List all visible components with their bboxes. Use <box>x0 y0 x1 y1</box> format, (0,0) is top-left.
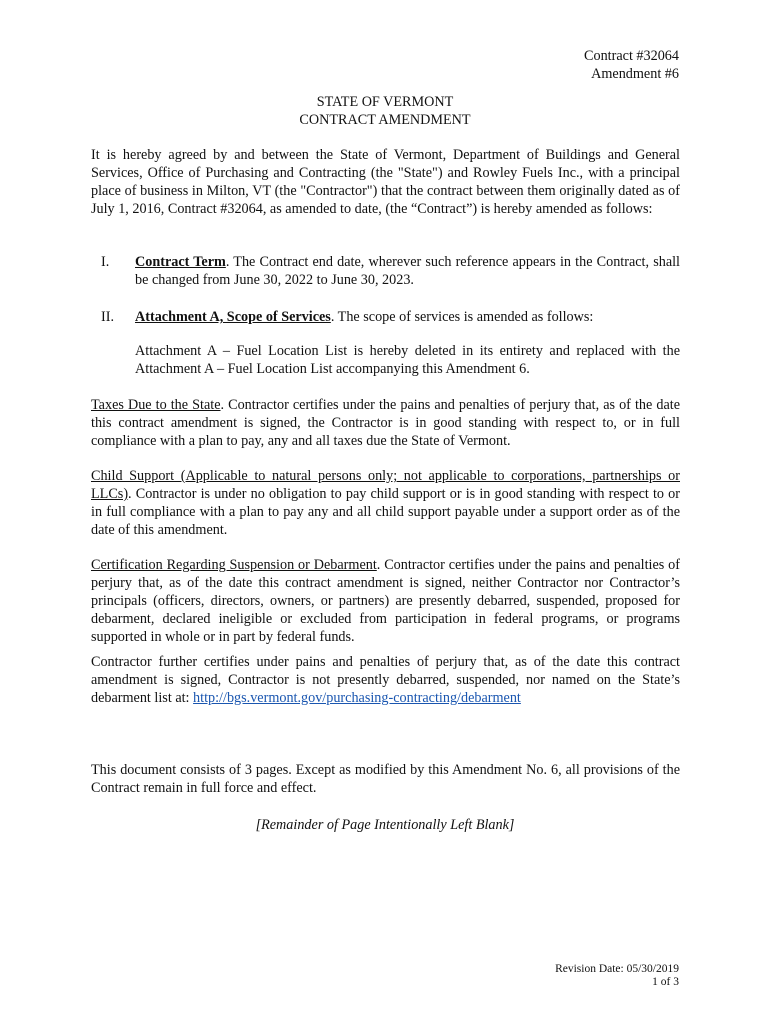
taxes-paragraph <box>91 397 680 451</box>
certification-paragraph <box>91 557 680 647</box>
page-footer <box>555 963 679 989</box>
item-heading: Attachment A, Scope of Services <box>135 309 331 325</box>
intro-paragraph: It is hereby agreed by and between the State of Vermont, Department of Buildings and General Services, Office of Purchasing and Contracting (the "State") and Rowley Fuels Inc., with a principal place of business in Milton, VT (the "Contractor") that the contract between them originally dated as of July 1, 2016, Contract #32064, as amended to date, (the “Contract”) is hereby amended as follows: <box>91 147 680 217</box>
debarment-link[interactable]: http://bgs.vermont.gov/purchasing-contracting/debarment <box>193 689 521 706</box>
item-contract-term <box>91 254 680 290</box>
taxes-heading: Taxes Due to the State <box>91 397 221 413</box>
amendment-number: Amendment #6 <box>591 65 679 82</box>
child-support-heading: Child Support (Applicable to natural persons only; not applicable to corporations, partnerships or LLCs) <box>91 468 680 502</box>
taxes-text: . Contractor certifies under the pains and penalties of perjury that, as of the date this contract amendment is signed, the Contractor is in good standing with respect to, or in full compliance with a plan to pay, any and all taxes due the State of Vermont. <box>91 397 680 449</box>
child-support-text: . Contractor is under no obligation to pay child support or is in good standing with respect to or in full compliance with a plan to pay any and all child support payable under a support order as of the date of this amendment. <box>91 485 680 538</box>
item-scope-of-services <box>91 309 680 327</box>
item-text: . The scope of services is amended as follows: <box>330 309 594 325</box>
remainder-blank-note: [Remainder of Page Intentionally Left Blank] <box>255 817 515 833</box>
further-text: Contractor further certifies under pains and penalties of perjury that, as of the date this contract amendment is signed, Contractor is not presently debarred, suspended, nor named on the State’s debarment list at: <box>91 654 680 706</box>
item-number: I. <box>101 254 110 270</box>
item-heading: Contract Term <box>135 254 226 270</box>
scope-sub-paragraph: Attachment A – Fuel Location List is hereby deleted in its entirety and replaced with the Attachment A – Fuel Location List accompanying this Amendment 6. <box>135 343 680 377</box>
child-support-paragraph <box>91 468 680 540</box>
title-line-2: CONTRACT AMENDMENT <box>299 111 471 128</box>
page-number: 1 of 3 <box>652 976 679 988</box>
item-number: II. <box>101 309 114 325</box>
closing-paragraph: This document consists of 3 pages. Except as modified by this Amendment No. 6, all provisions of the Contract remain in full force and effect. <box>91 762 680 796</box>
certification-heading: Certification Regarding Suspension or Debarment <box>91 557 377 573</box>
item-text: . The Contract end date, wherever such reference appears in the Contract, shall be changed from June 30, 2022 to June 30, 2023. <box>135 254 680 288</box>
certification-text: . Contractor certifies under the pains and penalties of perjury that, as of the date this contract amendment is signed, neither Contractor nor Contractor’s principals (officers, directors, owners, or partners) are presently debarred, suspended, proposed for debarment, declared ineligible or excluded from participation in federal programs, or programs supported in whole or in part by federal funds. <box>91 557 680 645</box>
title-line-1: STATE OF VERMONT <box>316 94 454 110</box>
contract-number: Contract #32064 <box>584 48 679 64</box>
document-title <box>0 94 770 130</box>
further-certification-paragraph <box>91 654 680 708</box>
revision-date: Revision Date: 05/30/2019 <box>555 963 679 975</box>
contract-header <box>584 48 679 84</box>
